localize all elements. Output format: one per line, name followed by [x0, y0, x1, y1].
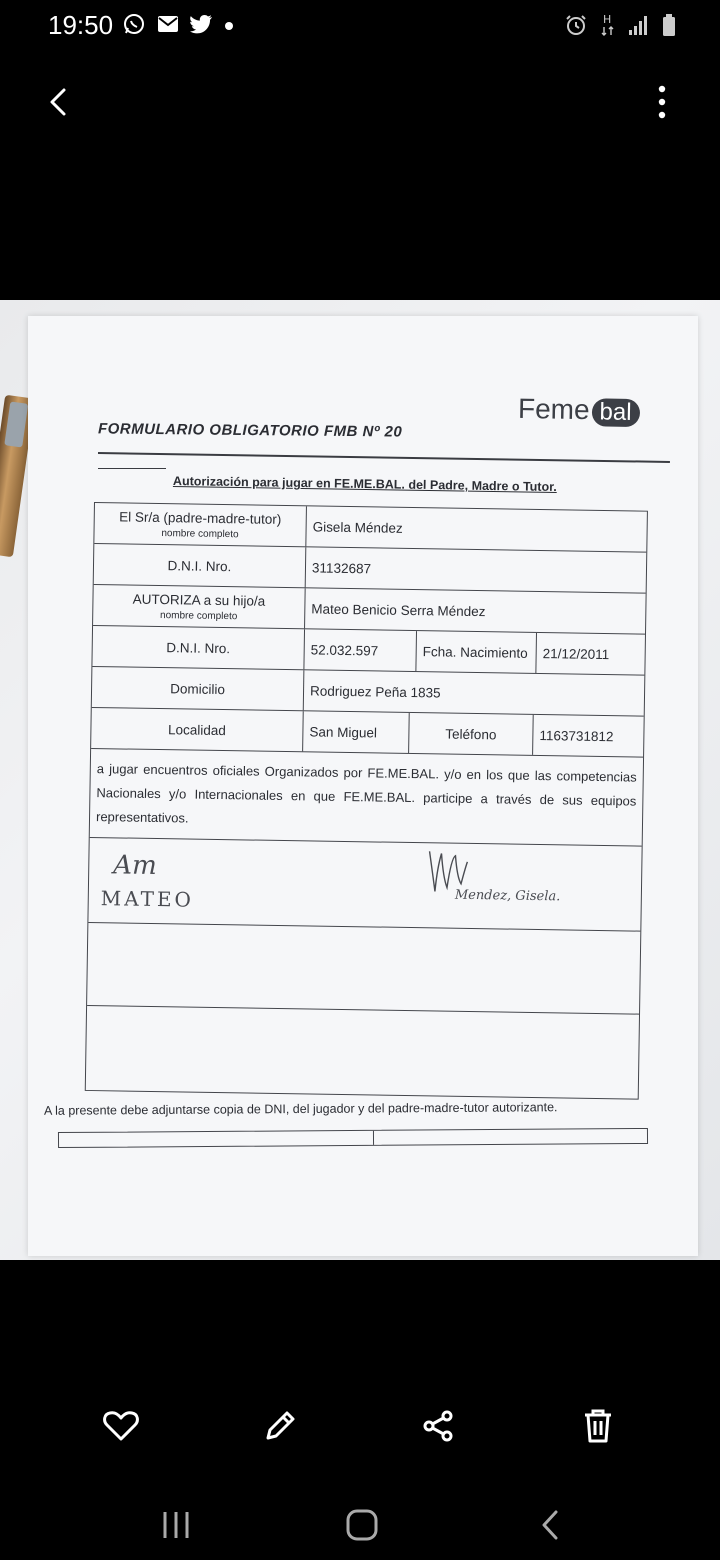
- twitter-icon: [190, 13, 214, 40]
- blank-box-1: [87, 923, 640, 1015]
- dni-tutor-label: D.N.I. Nro.: [94, 544, 307, 587]
- dni-hijo-value: 52.032.597: [304, 629, 417, 671]
- telefono-label: Teléfono: [409, 713, 534, 755]
- network-h-icon: [600, 12, 616, 43]
- dni-tutor-value: 31132687: [311, 559, 372, 576]
- status-bar: [0, 0, 720, 56]
- home-button[interactable]: [334, 1500, 390, 1550]
- localidad-label: Localidad: [91, 708, 304, 751]
- telefono-value: 1163731812: [539, 727, 614, 744]
- tutor-label-cell: El Sr/a (padre-madre-tutor) nombre completo: [94, 503, 307, 546]
- fecha-label: Fcha. Nacimiento: [416, 631, 537, 673]
- footer-note: A la presente debe adjuntarse copia de DNI, del jugador y del padre-madre-tutor autorizante.: [43, 1100, 558, 1118]
- signature-player-initials: Am: [113, 850, 157, 882]
- battery-icon: [662, 13, 676, 42]
- signature-player-name: MATEO: [100, 886, 195, 912]
- title-rule: [98, 452, 670, 463]
- fecha-value: 21/12/2011: [542, 645, 610, 662]
- localidad-value: San Miguel: [303, 711, 410, 753]
- back-icon: [540, 1509, 560, 1541]
- short-rule: [98, 468, 166, 469]
- signature-tutor-name: Mendez, Gisela.: [454, 887, 561, 905]
- more-vertical-icon: [657, 85, 667, 119]
- signal-icon: [628, 14, 650, 41]
- svg-text:H: H: [603, 13, 612, 26]
- recents-icon: [161, 1510, 191, 1540]
- share-button[interactable]: [412, 1400, 464, 1452]
- more-options-button[interactable]: [640, 80, 684, 124]
- dot-icon: [224, 18, 234, 36]
- domicilio-label: Domicilio: [92, 667, 305, 710]
- authorization-form: [85, 502, 648, 1100]
- signature-area: [88, 838, 641, 932]
- recents-button[interactable]: [148, 1500, 204, 1550]
- hijo-value: Mateo Benicio Serra Méndez: [311, 600, 486, 619]
- whatsapp-icon: [122, 12, 146, 41]
- blank-box-2: [86, 1006, 639, 1099]
- domicilio-value: Rodriguez Peña 1835: [309, 682, 441, 700]
- bottom-action-bar: [0, 1390, 720, 1462]
- form-subtitle: Autorización para jugar en FE.ME.BAL. del Padre, Madre o Tutor.: [172, 474, 557, 495]
- favorite-button[interactable]: [95, 1400, 147, 1452]
- femebal-logo: Feme bal: [518, 393, 640, 427]
- notification-icons: [122, 12, 234, 41]
- status-time: 19:50: [48, 10, 114, 40]
- mail-icon: [156, 13, 180, 40]
- nav-back-button[interactable]: [522, 1500, 578, 1550]
- document-paper: [28, 316, 698, 1256]
- dni-hijo-label: D.N.I. Nro.: [92, 626, 305, 669]
- back-button[interactable]: [36, 80, 80, 124]
- edit-button[interactable]: [254, 1400, 306, 1452]
- authorization-paragraph: a jugar encuentros oficiales Organizados por FE.ME.BAL. y/o en los que las competencias Nacionales y/o Internacionales en que FE.ME.BAL. participe a través de sus equipos representativos.: [90, 749, 643, 847]
- form-title: FORMULARIO OBLIGATORIO FMB Nº 20: [97, 420, 403, 441]
- heart-icon: [103, 1410, 139, 1442]
- system-icons: [564, 12, 676, 43]
- bottom-box: [58, 1128, 648, 1148]
- delete-button[interactable]: [572, 1400, 624, 1452]
- chevron-left-icon: [46, 87, 70, 117]
- home-icon: [346, 1509, 378, 1541]
- hijo-label-cell: AUTORIZA a su hijo/a nombre completo: [93, 585, 306, 628]
- system-nav-bar: [0, 1490, 720, 1560]
- top-toolbar: [0, 70, 720, 134]
- share-icon: [421, 1409, 455, 1443]
- photo-viewer-image[interactable]: [0, 300, 720, 1260]
- trash-icon: [582, 1408, 614, 1444]
- tutor-value: Gisela Méndez: [312, 518, 403, 536]
- alarm-icon: [564, 13, 588, 42]
- pencil-icon: [263, 1409, 297, 1443]
